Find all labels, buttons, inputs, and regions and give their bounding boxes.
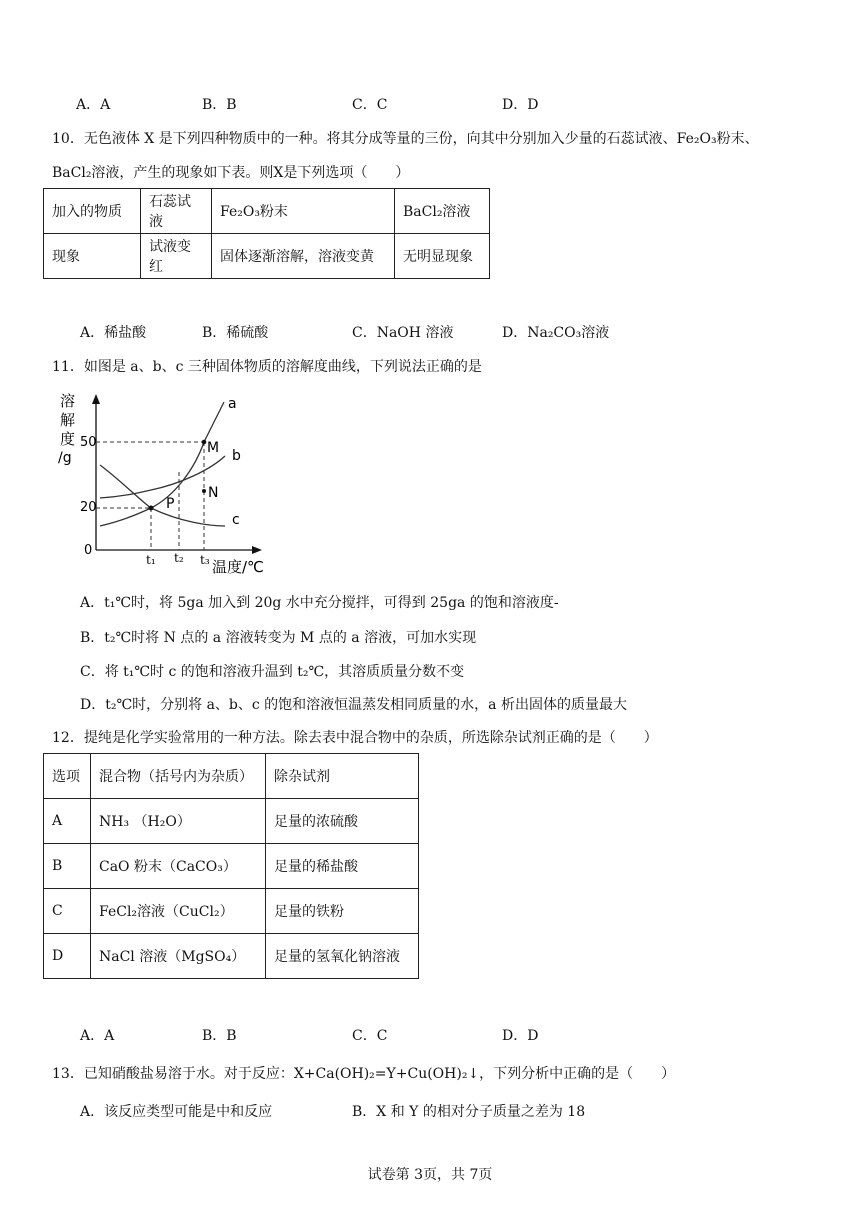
q12-cell: 足量的浓硫酸 (266, 799, 419, 844)
point-m (202, 440, 207, 445)
x-tick-t1: t₁ (146, 553, 156, 567)
q12-cell: A (44, 799, 91, 844)
q12-stem: 12．提纯是化学实验常用的一种方法。除去表中混合物中的杂质，所选除杂试剂正确的是（ ） (52, 730, 658, 746)
q11-option-a: A．t₁℃时，将 5ga 加入到 20g 水中充分搅拌，可得到 25ga 的饱和溶液度- (80, 595, 559, 611)
q10-cell: 试液变红 (141, 234, 212, 279)
page-footer: 试卷第 3页，共 7页 (367, 1167, 493, 1183)
q10-table-row (44, 189, 490, 234)
q10-option-c: C．NaOH 溶液 (352, 325, 454, 341)
q13-option-b: B．X 和 Y 的相对分子质量之差为 18 (352, 1104, 586, 1120)
y-tick-20: 20 (80, 500, 97, 515)
q13-option-a: A．该反应类型可能是中和反应 (80, 1104, 273, 1120)
q12-option-b: B．B (202, 1028, 237, 1044)
q10-stem-line1: 10．无色液体 X 是下列四种物质中的一种。将其分成等量的三份，向其中分别加入少量的石蕊试液、Fe₂O₃粉末、 (52, 131, 759, 147)
q12-cell: 足量的铁粉 (266, 889, 419, 934)
q10-cell: BaCl₂溶液 (395, 189, 490, 234)
q12-cell: B (44, 844, 91, 889)
q12-cell: 混合物（括号内为杂质） (91, 754, 266, 799)
y-axis-label-unit: /g (58, 450, 72, 466)
q12-cell: 足量的氢氧化钠溶液 (266, 934, 419, 979)
q10-option-d: D．Na₂CO₃溶液 (502, 325, 610, 341)
curve-b (100, 456, 225, 498)
q12-cell: D (44, 934, 91, 979)
q9-option-b: B．B (202, 97, 237, 113)
q11-option-c: C．将 t₁℃时 c 的饱和溶液升温到 t₂℃，其溶质质量分数不变 (80, 664, 465, 680)
x-axis-arrow-icon (252, 546, 262, 554)
point-p (149, 506, 154, 511)
point-label-m: M (207, 440, 220, 456)
y-tick-0: 0 (84, 543, 93, 558)
solubility-chart (50, 388, 280, 580)
point-label-p: P (166, 496, 175, 512)
q12-cell: NH₃ （H₂O） (91, 799, 266, 844)
q9-option-c: C．C (352, 97, 388, 113)
x-axis-label: 温度/℃ (212, 558, 264, 576)
y-axis-label-char: 度 (60, 430, 76, 448)
curve-a (100, 402, 224, 526)
q13-stem: 13．已知硝酸盐易溶于水。对于反应：X+Ca(OH)₂=Y+Cu(OH)₂↓，下列分析中正确的是（ ） (52, 1066, 676, 1082)
q12-cell: NaCl 溶液（MgSO₄） (91, 934, 266, 979)
q12-table-row (44, 799, 419, 844)
q12-table-row (44, 889, 419, 934)
point-label-n: N (208, 485, 219, 501)
q11-stem: 11．如图是 a、b、c 三种固体物质的溶解度曲线，下列说法正确的是 (52, 359, 482, 375)
q9-option-a: A．A (76, 97, 111, 113)
q10-option-b: B．稀硫酸 (202, 325, 269, 341)
q10-table-row (44, 234, 490, 279)
curve-label-c: c (232, 512, 240, 528)
point-n (202, 489, 206, 493)
q11-option-b: B．t₂℃时将 N 点的 a 溶液转变为 M 点的 a 溶液，可加水实现 (80, 630, 477, 646)
q12-option-a: A．A (80, 1028, 115, 1044)
q12-table-row (44, 844, 419, 889)
q12-option-d: D．D (502, 1028, 539, 1044)
q12-table-row (44, 934, 419, 979)
q10-stem-line2: BaCl₂溶液，产生的现象如下表。则X是下列选项（ ） (52, 165, 410, 181)
q10-option-a: A．稀盐酸 (80, 325, 147, 341)
q12-cell: 除杂试剂 (266, 754, 419, 799)
x-tick-t3: t₃ (200, 553, 210, 567)
y-axis-label-char: 溶 (60, 392, 76, 410)
q12-table (43, 753, 419, 979)
q12-cell: CaO 粉末（CaCO₃） (91, 844, 266, 889)
q12-cell: C (44, 889, 91, 934)
q12-cell: FeCl₂溶液（CuCl₂） (91, 889, 266, 934)
q10-cell: 无明显现象 (395, 234, 490, 279)
q11-option-d: D．t₂℃时，分别将 a、b、c 的饱和溶液恒温蒸发相同质量的水，a 析出固体的质量最大 (80, 697, 627, 713)
q12-table-row (44, 754, 419, 799)
q10-cell: 加入的物质 (44, 189, 141, 234)
q12-cell: 选项 (44, 754, 91, 799)
q10-table (43, 188, 490, 279)
y-axis-label-char: 解 (60, 411, 76, 429)
q12-option-c: C．C (352, 1028, 388, 1044)
y-tick-50: 50 (80, 435, 97, 450)
q10-cell: Fe₂O₃粉末 (212, 189, 395, 234)
x-tick-t2: t₂ (174, 551, 184, 565)
q9-option-d: D．D (502, 97, 539, 113)
q12-cell: 足量的稀盐酸 (266, 844, 419, 889)
curve-label-b: b (232, 448, 241, 464)
q10-cell: 固体逐渐溶解，溶液变黄 (212, 234, 395, 279)
curve-label-a: a (228, 396, 237, 412)
q10-cell: 现象 (44, 234, 141, 279)
y-axis-arrow-icon (92, 394, 100, 404)
q10-cell: 石蕊试液 (141, 189, 212, 234)
